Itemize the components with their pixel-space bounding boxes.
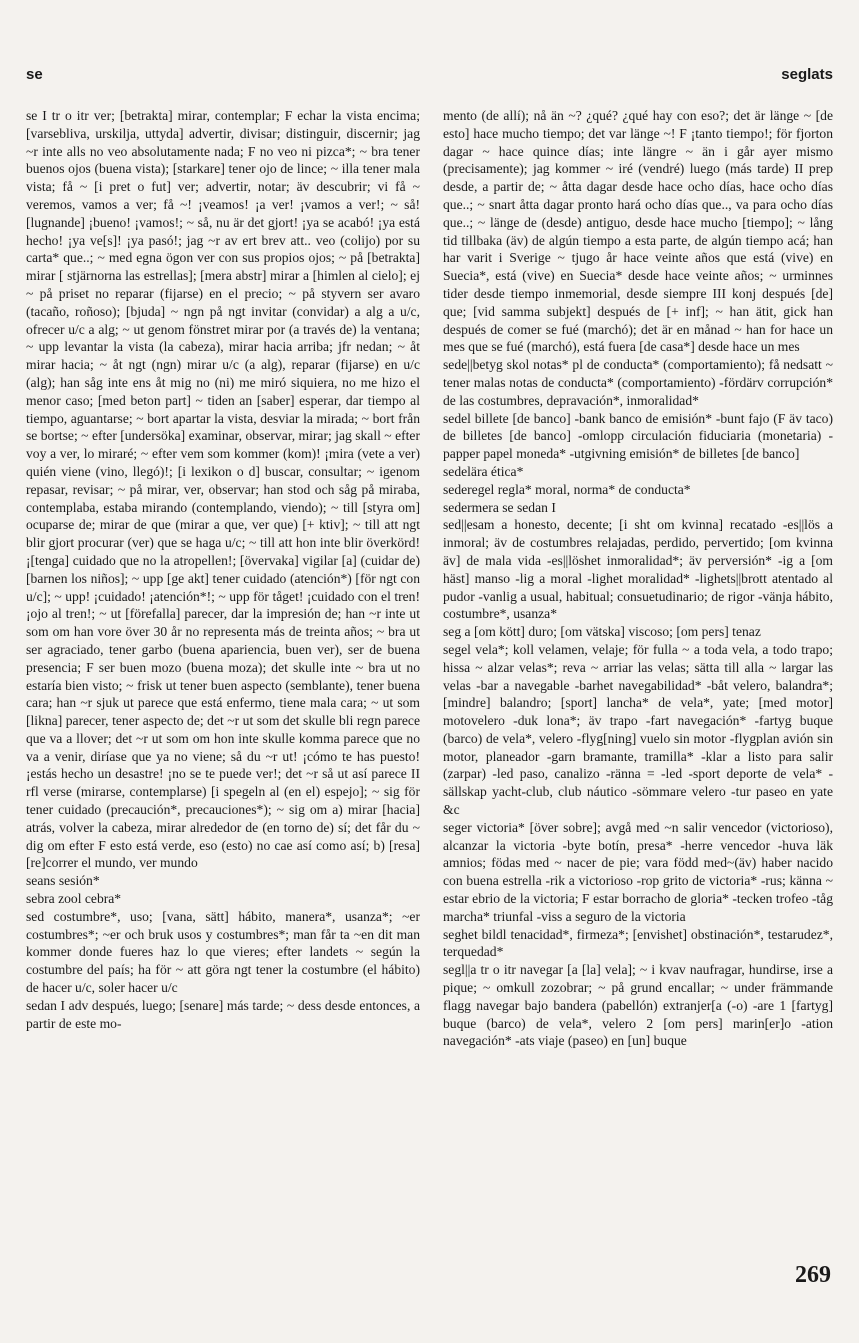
entry-sedan: sedan I adv después, luego; [senare] más tarde; ~ dess desde entonces, a partir de este mo- bbox=[26, 997, 420, 1031]
page-number: 269 bbox=[795, 1262, 831, 1288]
entry-sedel: sedel billete [de banco] -bank banco de emisión* -bunt fajo (F äv taco) de billetes [de banco] -omlopp circulación fiduciaria (monetaria) -papper papel moneda* -utgivning emisión* de billetes [de banco] bbox=[443, 410, 833, 462]
entry-seans: seans sesión* bbox=[26, 873, 100, 889]
entry-seghet: seghet bildl tenacidad*, firmeza*; [envishet] obstinación*, testarudez*, terquedad* bbox=[443, 926, 833, 960]
right-column bbox=[443, 107, 833, 1227]
entry-se: se I tr o itr ver; [betrakta] mirar, contemplar; F echar la vista encima; [varsebliva, urskilja, uttyda] advertir, divisar; distinguir, discernir; jag ~r inte alls no veo absolutamente nada; F no veo ni pizca*; ~ bra tener buenos ojos (buena vista); [starkare] tener ojo de lince; ~ illa tener mala vista; få ~ [i pret o fut] ver; advertir, notar; äv descubrir; vi få ~ veremos, vamos a ver; få ~! ¡veamos! ¡a ver! ¡vamos a ver!; ~ så! [lugnande] ¡bueno! ¡vamos!; ~ så, nu är det gjort! ¡ya se acabó! ¡ya está hecho! ¡ya ve[s]! ¡ya pasó!; jag ~r av ert brev att.. veo (colijo) por su carta* que..; ~ med egna ögon ver con sus propios ojos; ~ på [betrakta] mirar [ stjärnorna las estrellas]; [mera abstr] mirar a [himlen al cielo]; ej ~ på priset no reparar (fijarse) en el precio; ~ på styvern ser avaro (tacaño, roñoso); [bjuda] ~ ngn på ngt invitar (convidar) a alg a u/c, ofrecer u/c a alg; ~ ut genom fönstret mirar por (a través de) la ventana; ~ upp levantar la vista (la cabeza), mirar hacia arriba; jfr nedan; ~ åt mirar hacia; ~ åt ngt (ngn) mirar u/c (a alg), reparar (fijarse) en u/c (alg); han såg inte ens åt mig no (ni) me miró siquiera, no me hizo el menor caso; [med beton part] ~ tiden an [saber] esperar, dar tiempo al tiempo, aguantarse; ~ bort apartar la vista, desviar la mirada; ~ bort från se bortse; ~ efter [undersöka] examinar, observar, mirar; jag skall ~ efter voy a ver, lo miraré; ~ efter vem som kommer (kom)! ¡mira (vete a ver) quién viene (vino, llegó)!; [i lexikon o d] buscar, consultar; ~ igenom repasar, revisar; ~ på mirar, ver, observar; han stod och såg på miraba, contemplaba, estaba mirando (contemplando, viendo); ~ till [styra om] ocuparse de; mirar de que (mirar a que, ver que) [+ ktiv]; ~ till att ngt blir gjort procurar (ver) que se haga u/c; ~ till att hon inte blir överkörd! ¡[tenga] cuidado que no la atropellen!; [övervaka] vigilar [a] (cuidar de) [barnen los niños]; ~ upp [ge akt] tener cuidado (atención*) [för ngt con u/c]; ~ upp! ¡cuidado! ¡atención*!; ~ upp för tåget! ¡cuidado con el tren! ¡ojo al tren!; ~ ut [förefalla] parecer, dar la impresión de; han ~r inte ut som om han vore över 30 år no representa más de treinta años; ~ bra ut ser agraciado, tener garbo (buena apariencia, buen ver), ser de buena presencia; F ser buen mozo (buena moza); det skulle inte ~ bra ut no estaría bien visto; ~ frisk ut tener buen aspecto (semblante), tener buena cara; han ~r sjuk ut parece que está enfermo, tiene mala cara; ~ ut som [likna] parecer, tener aspecto de; det ~r ut som det skulle bli regn parece que va a llover; det ~r ut som om hon inte skulle komma parece que no va a venir, diríase que ya no viene; så du ~r ut! ¡cómo te has puesto! ¡estás hecho un desastre! ¡no se te puede ver!; det ~r så ut así parece II rfl verse (mirarse, contemplarse) [i spegeln al (en el) espejo]; ~ sig för tener cuidado (precaución*, precauciones*); ~ sig om a) mirar [hacia] atrás, volver la cabeza, mirar alrededor de (en torno de) sí; det får du ~ dig om efter F esto está verde, eso (esto) no cae así como así; b) [resa] [re]correr el mundo, ver mundo bbox=[26, 108, 420, 871]
entry-sedebetyg: sede||betyg skol notas* pl de conducta* (comportamiento); få nedsatt ~ tener malas notas de conducta* (comportamiento) -fördärv corrupción* de las costumbres, depravación*, inmoralidad* bbox=[443, 357, 833, 408]
entry-segla: segl||a tr o itr navegar [a [la] vela]; ~ i kvav naufragar, hundirse, irse a pique; ~ omkull zozobrar; ~ på grund encallar; ~ under främmande flagg navegar bajo bandera (pabellón) extranjer[a (-o) -are 1 [fartyg] buque (barco) de vela*, velero 2 [om pers] marin[er]o -ation navegación* -ats viaje (paseo) en [un] buque bbox=[443, 962, 833, 1049]
entry-sederegel: sederegel regla* moral, norma* de conducta* bbox=[443, 481, 691, 497]
entry-seger: seger victoria* [över sobre]; avgå med ~n salir vencedor (victorioso), alcanzar la victoria -byte botín, presa* -herre vencedor -huva läk amnios; födas med ~ nacer de pie; vara född med~(äv) haber nacido con buena estrella -rik a victorioso -rop grito de victoria* -rus; känna ~ estar ebrio de la victoria; F estar borracho de gloria* -tecken trofeo -tåg marcha* triunfal -viss a seguro de la victoria bbox=[443, 819, 833, 924]
entry-sedan-cont: mento (de allí); nå än ~? ¿qué? ¿qué hay con eso?; det är länge ~ [de esto] hace mucho tiempo; det var länge ~! F ¡tanto tiempo!; för fjorton dagar ~ hace quince días; inte längre ~ än i går ayer mismo (precisamente); jag kommer ~ iré (vendré) luego (más tarde) II prep desde, a partir de; ~ åtta dagar desde hace ocho días, hace ocho días que..; ~ snart åtta dagar pronto hará ocho días que.., va para ocho días que..; ~ länge de (desde) antiguo, desde hace mucho [tiempo]; ~ lång tid tillbaka (äv) de algún tiempo a esta parte, de algún tiempo acá; han har varit i Sverige ~ tjugo år hace veinte años que está (vive) en Suecia*, está (vive) en Suecia* desde hace veinte años; ~ urminnes tider desde tiempo inmemorial, desde siempre III konj después [de] que; [vid samma subjekt] después de [+ inf]; ~ han ätit, gick han después de comer se fué (marchó); det är en månad ~ han for hace un mes que se fué (marchó), está fuera [de casa*] desde hace un mes bbox=[443, 108, 833, 355]
page-header bbox=[26, 66, 833, 88]
left-guide-word: se bbox=[26, 66, 43, 83]
entry-sedermera: sedermera se sedan I bbox=[443, 499, 556, 515]
entry-sebra: sebra zool cebra* bbox=[26, 891, 122, 907]
entry-sed: sed costumbre*, uso; [vana, sätt] hábito, manera*, usanza*; ~er costumbres*; ~er och bruk usos y costumbres*; man får ta ~en dit man kommer donde fueres haz lo que vieres; efter landets ~ según la costumbre del país; ha för ~ att göra ngt tener la costumbre (el hábito) de hacer u/c, soler hacer u/c bbox=[26, 908, 420, 996]
entry-seg: seg a [om kött] duro; [om vätska] viscoso; [om pers] tenaz bbox=[443, 624, 761, 640]
entry-sedesam: sed||esam a honesto, decente; [i sht om kvinna] recatado -es||lös a inmoral; äv de costumbres relajadas, perdido, pervertido; [om kvinna äv] de mala vida -es||löshet inmoralidad*; äv perversión* -ig a [om häst] manso -lig a moral -lighet moralidad* -lighets||brott atentado al pudor -vanlig a usual, habitual; consuetudinario; de rigor -vänja hábito, costumbre*, usanza* bbox=[443, 517, 833, 622]
right-guide-word: seglats bbox=[781, 66, 833, 83]
left-column bbox=[26, 107, 420, 1227]
entry-sedelara: sedelära ética* bbox=[443, 463, 524, 479]
entry-segel: segel vela*; koll velamen, velaje; för fulla ~ a toda vela, a todo trapo; hissa ~ alzar velas*; reva ~ arriar las velas; sätta till alla ~ largar las velas -bar a navegable -barhet navegabilidad* -båt velero, balandra*; [mindre] balandro; [sport] lancha* de vela*, yate; [med motor] motovelero -duk lona*; äv trapo -fart navegación* -fartyg buque (barco) de vela*, velero -flyg[ning] vuelo sin motor -flygplan avión sin motor, planeador -garn bramante, tramilla* -klar a listo para salir (zarpar) -led paso, canalizo -ränna = -led -sport deporte de vela* -sällskap yacht-club, club náutico -sömmare velero -tur paseo en yate &c bbox=[443, 641, 833, 818]
